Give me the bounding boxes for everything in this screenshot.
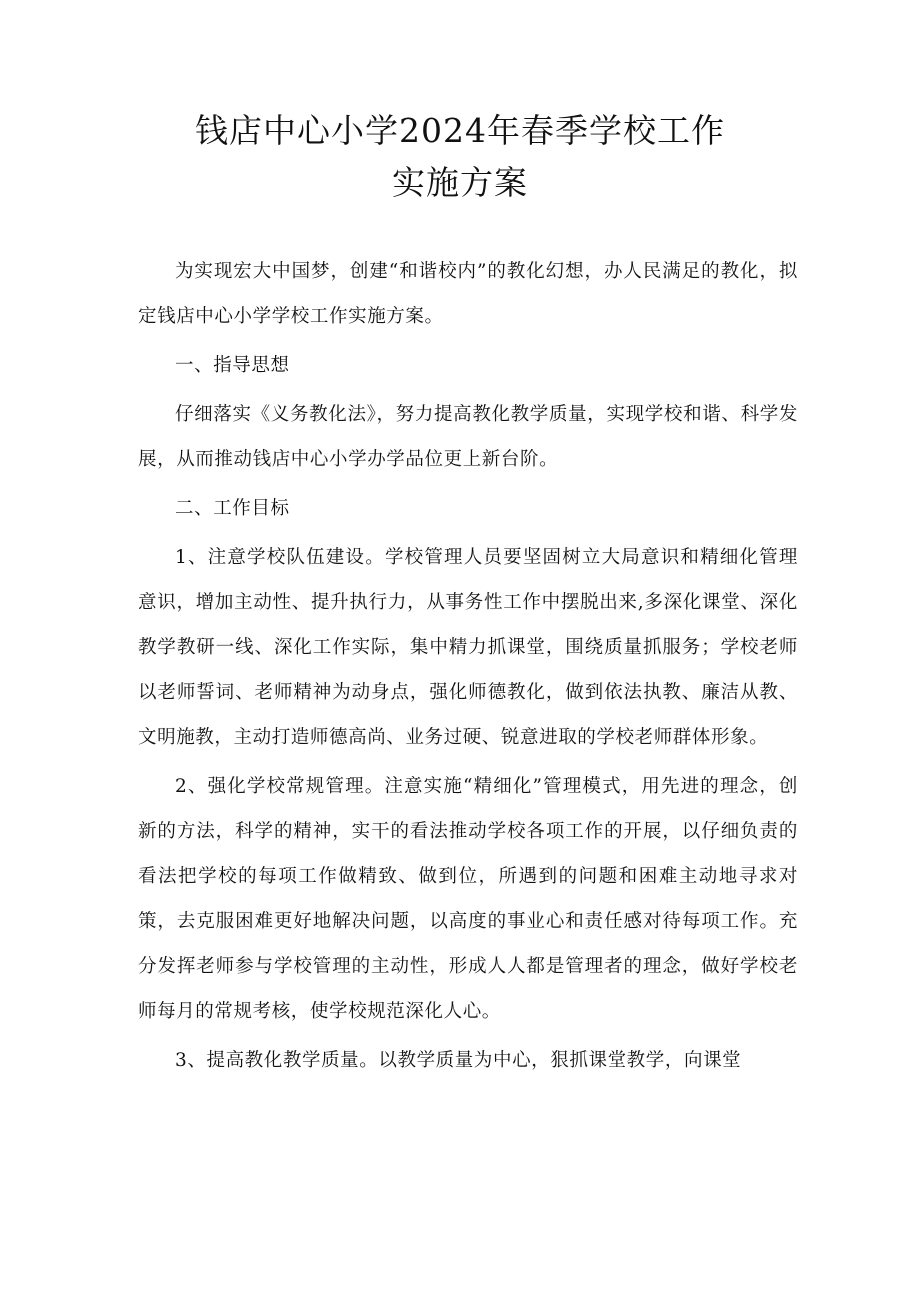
guiding-thought-paragraph: 仔细落实《义务教化法》，努力提高教化教学质量，实现学校和谐、科学发展，从而推动钱店中心小学办学品位更上新台阶。 bbox=[138, 404, 798, 470]
document-title-line-1: 钱店中心小学2024年春季学校工作 bbox=[195, 111, 725, 150]
section-heading-work-goals: 二、工作目标 bbox=[175, 498, 290, 519]
section-heading-guiding-thought: 一、指导思想 bbox=[175, 355, 290, 376]
goal-paragraph-1: 1、注意学校队伍建设。学校管理人员要坚固树立大局意识和精细化管理意识，增加主动性、提升执行力，从事务性工作中摆脱出来,多深化课堂、深化教学教研一线、深化工作实际，集中精力抓课堂，围绕质量抓服务；学校老师以老师誓词、老师精神为动身点，强化师德教化，做到依法执教、廉洁从教、文明施教，主动打造师德高尚、业务过硬、锐意进取的学校老师群体形象。 bbox=[138, 547, 798, 748]
intro-paragraph: 为实现宏大中国梦，创建“和谐校内”的教化幻想，办人民满足的教化，拟定钱店中心小学学校工作实施方案。 bbox=[138, 261, 798, 327]
goal-paragraph-2: 2、强化学校常规管理。注意实施“精细化”管理模式，用先进的理念，创新的方法，科学的精神，实干的看法推动学校各项工作的开展，以仔细负责的看法把学校的每项工作做精致、做到位，所遇到的问题和困难主动地寻求对策，去克服困难更好地解决问题，以高度的事业心和责任感对待每项工作。充分发挥老师参与学校管理的主动性，形成人人都是管理者的理念，做好学校老师每月的常规考核，使学校规范深化人心。 bbox=[138, 776, 798, 1022]
document-title-line-2: 实施方案 bbox=[392, 163, 528, 202]
document-body bbox=[138, 249, 798, 1087]
goal-paragraph-3: 3、提高教化教学质量。以教学质量为中心，狠抓课堂教学，向课堂 bbox=[175, 1050, 742, 1071]
